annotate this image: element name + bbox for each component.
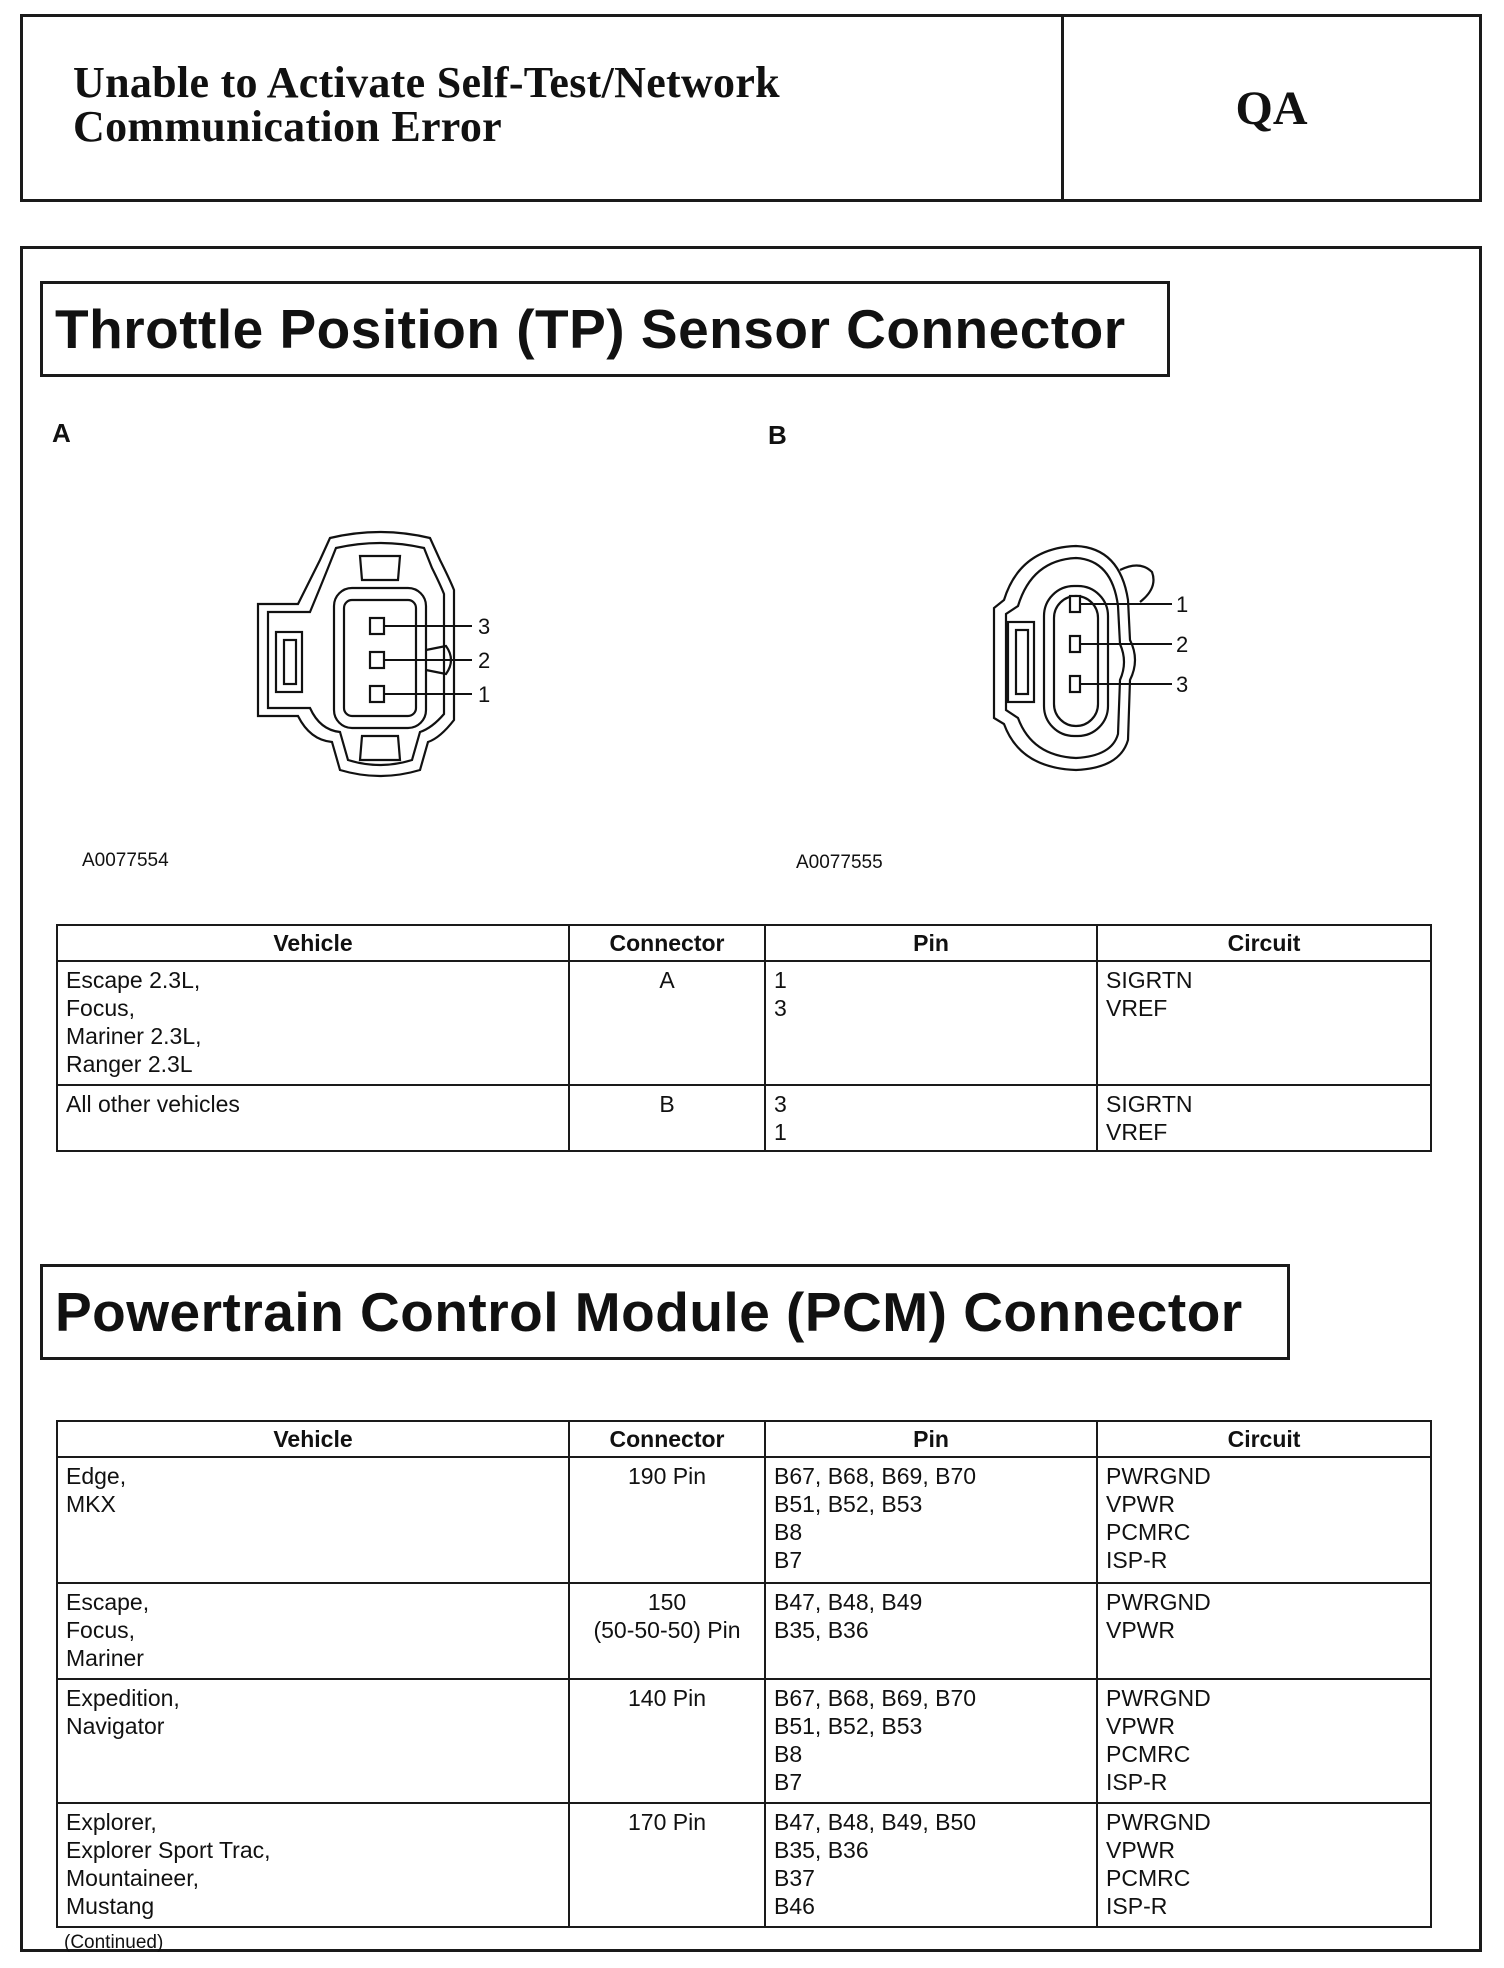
column-header-vehicle: Vehicle <box>57 925 569 961</box>
figure-a-id: A0077554 <box>82 850 169 871</box>
circuit-cell: SIGRTN VREF <box>1097 961 1431 1085</box>
pin-cell: 3 1 <box>765 1085 1097 1151</box>
circuit-cell: PWRGND VPWR PCMRC ISP-R <box>1097 1679 1431 1803</box>
vehicle-cell: Escape, Focus, Mariner <box>57 1583 569 1679</box>
table-header-row <box>57 925 1431 961</box>
table-row <box>57 1679 1431 1803</box>
pin-cell: B67, B68, B69, B70 B51, B52, B53 B8 B7 <box>765 1457 1097 1583</box>
connector-cell: A <box>569 961 765 1085</box>
connector-b-pin-label: 3 <box>1176 672 1189 697</box>
pin-cell: B67, B68, B69, B70 B51, B52, B53 B8 B7 <box>765 1679 1097 1803</box>
circuit-cell: PWRGND VPWR PCMRC ISP-R <box>1097 1803 1431 1927</box>
document-title: Unable to Activate Self-Test/Network Communication Error <box>73 58 780 151</box>
connector-cell: 170 Pin <box>569 1803 765 1927</box>
vehicle-cell: Edge, MKX <box>57 1457 569 1583</box>
connector-cell: 150 (50-50-50) Pin <box>569 1583 765 1679</box>
connector-a-pin-label: 1 <box>478 682 491 707</box>
tp-section-heading: Throttle Position (TP) Sensor Connector <box>40 281 1170 377</box>
tp-connector-table <box>56 924 1432 1152</box>
figure-b-letter: B <box>768 420 787 450</box>
table-header-row <box>57 1421 1431 1457</box>
circuit-cell: SIGRTN VREF <box>1097 1085 1431 1151</box>
table-row <box>57 1583 1431 1679</box>
column-header-connector: Connector <box>569 1421 765 1457</box>
circuit-cell: PWRGND VPWR <box>1097 1583 1431 1679</box>
circuit-cell: PWRGND VPWR PCMRC ISP-R <box>1097 1457 1431 1583</box>
connector-a-diagram <box>240 520 530 800</box>
column-header-circuit: Circuit <box>1097 925 1431 961</box>
connector-b-pin-label: 2 <box>1176 632 1189 657</box>
pin-cell: B47, B48, B49 B35, B36 <box>765 1583 1097 1679</box>
connector-a-pin-label: 3 <box>478 614 491 639</box>
column-header-pin: Pin <box>765 925 1097 961</box>
pcm-section-heading: Powertrain Control Module (PCM) Connector <box>40 1264 1290 1360</box>
connector-cell: 190 Pin <box>569 1457 765 1583</box>
connector-cell: B <box>569 1085 765 1151</box>
figure-a-letter: A <box>52 418 71 448</box>
column-header-connector: Connector <box>569 925 765 961</box>
pcm-connector-table <box>56 1420 1432 1928</box>
section-code: QA <box>1235 81 1308 135</box>
continued-note: (Continued) <box>64 1932 164 1953</box>
figure-b-id: A0077555 <box>796 852 883 873</box>
vehicle-cell: Explorer, Explorer Sport Trac, Mountaineer, Mustang <box>57 1803 569 1927</box>
pin-cell: 1 3 <box>765 961 1097 1085</box>
table-row <box>57 1457 1431 1583</box>
table-row <box>57 961 1431 1085</box>
connector-b-diagram <box>980 530 1220 780</box>
page-header <box>20 14 1482 202</box>
table-row <box>57 1803 1431 1927</box>
pin-cell: B47, B48, B49, B50 B35, B36 B37 B46 <box>765 1803 1097 1927</box>
vehicle-cell: Expedition, Navigator <box>57 1679 569 1803</box>
column-header-circuit: Circuit <box>1097 1421 1431 1457</box>
column-header-pin: Pin <box>765 1421 1097 1457</box>
column-header-vehicle: Vehicle <box>57 1421 569 1457</box>
table-row <box>57 1085 1431 1151</box>
connector-cell: 140 Pin <box>569 1679 765 1803</box>
connector-a-pin-label: 2 <box>478 648 491 673</box>
vehicle-cell: All other vehicles <box>57 1085 569 1151</box>
vehicle-cell: Escape 2.3L, Focus, Mariner 2.3L, Ranger 2.3L <box>57 961 569 1085</box>
connector-b-pin-label: 1 <box>1176 592 1189 617</box>
